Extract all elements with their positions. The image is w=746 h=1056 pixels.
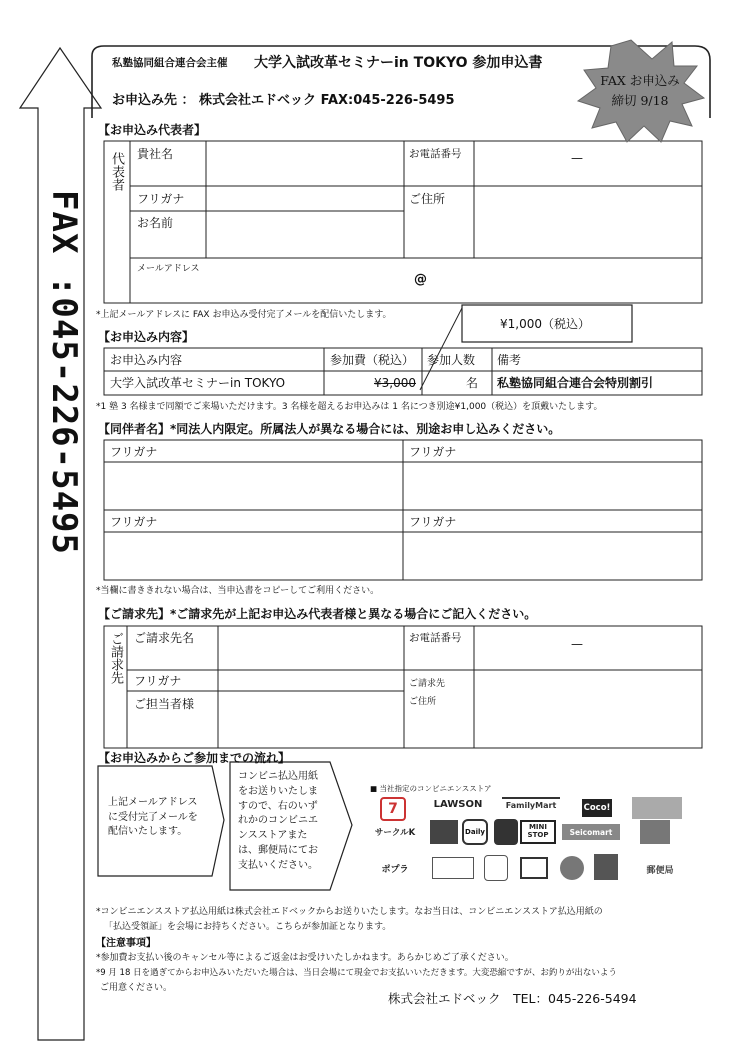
store-logo-lawson: LAWSON bbox=[433, 798, 483, 810]
companion-furigana-2: フリガナ bbox=[409, 445, 457, 459]
companion-furigana-3: フリガナ bbox=[110, 515, 158, 529]
at-sign: @ bbox=[414, 272, 427, 287]
badge-line1: FAX お申込み bbox=[600, 73, 680, 88]
billing-side-label: ご請求先 bbox=[108, 632, 123, 684]
store-logo-threef bbox=[640, 820, 670, 844]
billing-furigana-label: フリガナ bbox=[134, 674, 182, 688]
furigana-label: フリガナ bbox=[137, 192, 185, 206]
footer-note-1: *コンビニエンスストア払込用紙は株式会社エドベックからお送りいたします。なお当日は、コンビニエンスストア払込用紙の bbox=[96, 907, 603, 917]
phone-label: お電話番号 bbox=[409, 148, 462, 160]
details-fee-struck: ¥3,000 bbox=[374, 376, 416, 390]
form-title: 大学入試改革セミナーin TOKYO 参加申込書 bbox=[254, 55, 543, 71]
details-item: 大学入試改革セミナーin TOKYO bbox=[110, 376, 286, 390]
store-logo-sanshop bbox=[594, 854, 618, 880]
stores-caption: ■ 当社指定のコンビニエンスストア bbox=[370, 784, 492, 793]
billing-addr-label-1: ご請求先 bbox=[409, 679, 446, 689]
companion-furigana-1: フリガナ bbox=[110, 445, 158, 459]
store-logo-coco: Coco! bbox=[582, 799, 612, 817]
billing-name-label: ご請求先名 bbox=[134, 631, 195, 645]
contact-line: お申込み先 ： 株式会社エドベック FAX:045-226-5495 bbox=[112, 93, 455, 108]
store-logo-seicomart: Seicomart bbox=[562, 824, 620, 840]
store-logo-dayly2 bbox=[494, 819, 518, 845]
caution-1: *参加費お支払い後のキャンセル等によるご返金はお受けいたしかねます。あらかじめご了承ください。 bbox=[96, 953, 514, 963]
store-logo-round bbox=[560, 856, 584, 880]
caution-2: *9 月 18 日を過ぎてからお申込みいただいた場合は、当日会場にて現金でお支払いいただきます。大変恐縮ですが、お釣りが出ないよう bbox=[96, 968, 617, 978]
flow-step2-text: コンビニ払込用紙 をお送りいたしま すので、右のいず れかのコンビニエ ンスストアまた は、郵便局にてお 支払いください。 bbox=[238, 771, 318, 871]
billing-heading: 【ご請求先】*ご請求先が上記お申込み代表者様と異なる場合にご記入ください。 bbox=[98, 607, 537, 621]
store-logo-three99 bbox=[520, 857, 548, 879]
details-header-fee: 参加費（税込） bbox=[330, 353, 415, 367]
name-label: お名前 bbox=[137, 216, 174, 230]
billing-addr-label-2: ご住所 bbox=[409, 697, 437, 707]
phone-dash: — bbox=[571, 151, 583, 165]
details-note: *1 塾 3 名様まで同額でご来場いただけます。3 名様を超えるお申込みは 1 名につき別途¥1,000（税込）を頂戴いたします。 bbox=[96, 402, 603, 412]
store-logo-circlek: サークルK bbox=[374, 828, 416, 838]
company-label: 貴社名 bbox=[137, 147, 174, 161]
flow-step1-text: 上記メールアドレス に受付完了メールを 配信いたします。 bbox=[108, 797, 198, 837]
store-logo-familymart: FamilyMart bbox=[502, 797, 560, 811]
store-logo-seven: 7 bbox=[380, 797, 406, 821]
billing-phone-label: お電話番号 bbox=[409, 632, 462, 644]
rep-side-label: 代表者 bbox=[109, 152, 124, 191]
details-unit: 名 bbox=[466, 376, 479, 390]
store-logo-ministop: MINI STOP bbox=[520, 820, 556, 844]
store-logo-other bbox=[632, 797, 682, 819]
caution-heading: 【注意事項】 bbox=[96, 938, 156, 949]
store-logo-kurashi bbox=[484, 855, 508, 881]
store-logo-sunkus bbox=[430, 820, 458, 844]
caution-2b: ご用意ください。 bbox=[100, 983, 173, 993]
details-remark: 私塾協同組合連合会特別割引 bbox=[497, 376, 654, 390]
details-header-item: お申込み内容 bbox=[110, 353, 183, 367]
address-label: ご住所 bbox=[409, 192, 446, 206]
footer-company: 株式会社エドベック TEL：045-226-5494 bbox=[388, 991, 637, 1006]
email-note: *上記メールアドレスに FAX お申込み受付完了メールを配信いたします。 bbox=[96, 310, 392, 320]
details-header-remark: 備考 bbox=[497, 353, 522, 367]
email-label: メールアドレス bbox=[137, 264, 200, 274]
store-logo-daily: Daily bbox=[462, 819, 488, 845]
flow-heading: 【お申込みからご参加までの流れ】 bbox=[98, 751, 291, 765]
details-heading: 【お申込み内容】 bbox=[98, 330, 195, 344]
companion-note: *当欄に書ききれない場合は、当申込書をコピーしてご利用ください。 bbox=[96, 586, 380, 596]
side-fax-number: FAX :045-226-5495 bbox=[44, 190, 84, 555]
companion-furigana-4: フリガナ bbox=[409, 515, 457, 529]
footer-note-1b: 「払込受領証」を会場にお持ちください。こちらが参加証となります。 bbox=[104, 922, 392, 932]
store-logo-post-office: 郵便局 bbox=[646, 865, 674, 876]
billing-phone-dash: — bbox=[571, 637, 583, 651]
organizer-text: 私塾協同組合連合会主催 bbox=[112, 57, 228, 69]
rep-heading: 【お申込み代表者】 bbox=[98, 123, 207, 137]
discount-price: ¥1,000（税込） bbox=[500, 317, 590, 331]
store-logo-shop bbox=[432, 857, 474, 879]
details-header-count: 参加人数 bbox=[427, 353, 476, 367]
companion-heading: 【同伴者名】*同法人内限定。所属法人が異なる場合には、別途お申し込みください。 bbox=[98, 422, 561, 436]
billing-contact-label: ご担当者様 bbox=[134, 697, 195, 711]
store-logo-poplar: ポプラ bbox=[381, 864, 409, 875]
badge-line2: 締切 9/18 bbox=[611, 93, 669, 108]
